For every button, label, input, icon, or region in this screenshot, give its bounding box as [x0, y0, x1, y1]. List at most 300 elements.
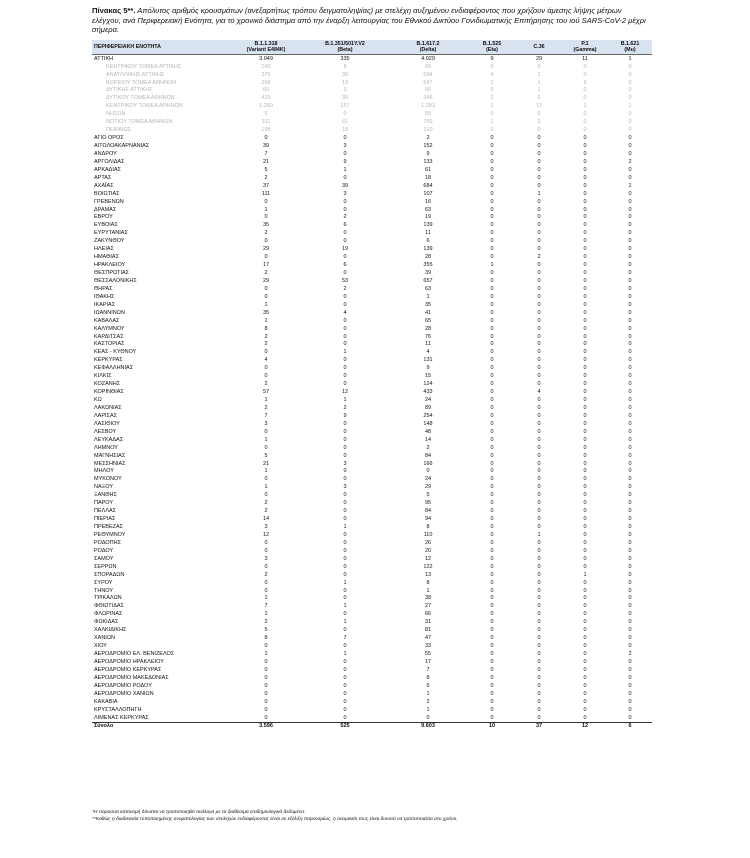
- count-cell: 19: [341, 246, 349, 253]
- count-cell: 1: [264, 484, 268, 491]
- count-cell: 0: [537, 571, 541, 578]
- count-cell: 0: [490, 238, 494, 245]
- count-cell: 0: [537, 420, 541, 427]
- region-name-cell: ΑΝΔΡΟΥ: [94, 150, 117, 157]
- table-row: [92, 111, 652, 119]
- region-name-cell: ΧΑΝΙΩΝ: [94, 635, 115, 642]
- count-cell: 0: [537, 690, 541, 697]
- count-cell: 0: [264, 698, 268, 705]
- count-cell: 0: [264, 349, 268, 356]
- count-cell: 0: [537, 492, 541, 499]
- count-cell: 0: [628, 143, 632, 150]
- region-name-cell: ΑΡΤΑΣ: [94, 174, 112, 181]
- region-name-cell: ΦΛΩΡΙΝΑΣ: [94, 611, 123, 618]
- count-cell: 0: [583, 182, 587, 189]
- count-cell: 124: [423, 381, 433, 388]
- count-cell: 0: [537, 516, 541, 523]
- count-cell: 0: [343, 381, 347, 388]
- count-cell: 0: [264, 476, 268, 483]
- count-cell: 0: [583, 579, 587, 586]
- table-body: [92, 55, 652, 723]
- count-cell: 1: [426, 690, 430, 697]
- table-row: [92, 389, 652, 397]
- count-cell: 7: [343, 635, 347, 642]
- footnote: **Καθώς η διαδικασία τυποποιημένης ονοματολογίας των στελεχών ενδιαφέροντος είναι σε εξέλιξη παγκοσμίως, η ονομασία τους είναι δυνατό να τροποποιείται στο χρόνο.: [92, 816, 458, 822]
- table-row: [92, 603, 652, 611]
- count-cell: 0: [583, 309, 587, 316]
- count-cell: 0: [583, 547, 587, 554]
- column-header-label: B.1.621: [620, 41, 640, 47]
- count-cell: 0: [583, 651, 587, 658]
- count-cell: 84: [424, 508, 432, 515]
- count-cell: 0: [537, 238, 541, 245]
- count-cell: 14: [262, 516, 270, 523]
- count-cell: 0: [583, 563, 587, 570]
- table-row: [92, 571, 652, 579]
- count-cell: 6: [426, 238, 430, 245]
- count-cell: 0: [583, 690, 587, 697]
- count-cell: 0: [583, 63, 587, 70]
- count-cell: 0: [490, 158, 494, 165]
- column-header-variant: [388, 40, 468, 55]
- count-cell: 0: [343, 547, 347, 554]
- count-cell: 0: [583, 595, 587, 602]
- count-cell: 0: [583, 635, 587, 642]
- count-cell: 61: [341, 119, 349, 126]
- count-cell: 0: [343, 595, 347, 602]
- region-name-cell: ΚΡΥΣΤΑΛΛΟΠΗΓΗ: [94, 706, 142, 713]
- total-count-cell: 37: [516, 723, 562, 731]
- count-cell: 0: [583, 643, 587, 650]
- table-row: [92, 254, 652, 262]
- count-cell: 148: [423, 420, 433, 427]
- count-cell: 14: [424, 436, 432, 443]
- count-cell: 5: [264, 452, 268, 459]
- count-cell: 0: [537, 111, 541, 118]
- count-cell: 0: [583, 420, 587, 427]
- count-cell: 95: [424, 500, 432, 507]
- count-cell: 0: [264, 214, 268, 221]
- region-name-cell: ΒΟΡΕΙΟΥ ΤΟΜΕΑ ΑΘΗΝΩΝ: [106, 79, 177, 86]
- count-cell: 0: [537, 539, 541, 546]
- region-name-cell: ΧΙΟΥ: [94, 643, 107, 650]
- count-cell: 0: [264, 682, 268, 689]
- count-cell: 1: [343, 349, 347, 356]
- count-cell: 18: [424, 174, 432, 181]
- count-cell: 0: [343, 111, 347, 118]
- table-header-row: [92, 40, 652, 55]
- table-row: [92, 476, 652, 484]
- count-cell: 9: [583, 79, 587, 86]
- count-cell: 3.049: [259, 55, 273, 62]
- count-cell: 65: [424, 317, 432, 324]
- region-name-cell: ΡΟΔΟΠΗΣ: [94, 539, 122, 546]
- count-cell: 0: [537, 325, 541, 332]
- count-cell: 0: [628, 262, 632, 269]
- count-cell: 0: [583, 555, 587, 562]
- count-cell: 0: [628, 508, 632, 515]
- count-cell: 0: [343, 238, 347, 245]
- count-cell: 0: [490, 190, 494, 197]
- count-cell: 0: [343, 365, 347, 372]
- count-cell: 0: [490, 341, 494, 348]
- count-cell: 11: [425, 230, 431, 237]
- count-cell: 0: [537, 309, 541, 316]
- region-name-cell: ΗΜΑΘΙΑΣ: [94, 254, 119, 261]
- count-cell: 0: [490, 682, 494, 689]
- count-cell: 0: [490, 555, 494, 562]
- count-cell: 0: [628, 666, 632, 673]
- count-cell: 0: [264, 373, 268, 380]
- count-cell: 1: [264, 397, 268, 404]
- count-cell: 38: [424, 595, 432, 602]
- count-cell: 1: [264, 611, 268, 618]
- column-header-label: B.1.617.2: [416, 41, 440, 47]
- count-cell: 2: [264, 174, 268, 181]
- count-cell: 0: [490, 309, 494, 316]
- count-cell: 0: [537, 714, 541, 721]
- count-cell: 8: [343, 63, 347, 70]
- count-cell: 57: [262, 389, 270, 396]
- count-cell: 2: [343, 285, 347, 292]
- count-cell: 39: [424, 270, 432, 277]
- count-cell: 0: [583, 714, 587, 721]
- count-cell: 0: [583, 230, 587, 237]
- count-cell: 0: [583, 444, 587, 451]
- variants-table: [92, 40, 652, 731]
- region-name-cell: ΚΟΖΑΝΗΣ: [94, 381, 121, 388]
- column-header-sublabel: (Delta): [419, 47, 437, 54]
- count-cell: 0: [583, 317, 587, 324]
- count-cell: 0: [583, 524, 587, 531]
- count-cell: 0: [490, 412, 494, 419]
- count-cell: 0: [490, 381, 494, 388]
- count-cell: 0: [537, 150, 541, 157]
- count-cell: 0: [537, 460, 541, 467]
- count-cell: 0: [628, 79, 632, 86]
- table-row: [92, 444, 652, 452]
- caption-label: Πίνακας 5**.: [92, 6, 136, 15]
- count-cell: 6: [343, 262, 347, 269]
- region-name-cell: ΠΙΕΡΙΑΣ: [94, 516, 116, 523]
- count-cell: 0: [343, 420, 347, 427]
- count-cell: 0: [490, 277, 494, 284]
- count-cell: 5: [264, 166, 268, 173]
- column-header-sublabel: (Eta): [486, 47, 498, 54]
- count-cell: 0: [583, 611, 587, 618]
- count-cell: 0: [628, 611, 632, 618]
- count-cell: 0: [583, 603, 587, 610]
- total-count-cell: 6: [608, 723, 652, 731]
- count-cell: 8: [264, 325, 268, 332]
- table-caption: [92, 6, 652, 35]
- count-cell: 0: [426, 468, 430, 475]
- count-cell: 0: [537, 222, 541, 229]
- count-cell: 0: [343, 373, 347, 380]
- count-cell: 2: [264, 404, 268, 411]
- count-cell: 0: [343, 508, 347, 515]
- count-cell: 0: [583, 508, 587, 515]
- count-cell: 0: [628, 468, 632, 475]
- table-row: [92, 579, 652, 587]
- count-cell: 0: [537, 428, 541, 435]
- count-cell: 0: [537, 508, 541, 515]
- count-cell: 429: [261, 95, 271, 102]
- count-cell: 0: [583, 150, 587, 157]
- table-row: [92, 373, 652, 381]
- table-row: [92, 714, 652, 722]
- count-cell: 0: [343, 627, 347, 634]
- count-cell: 9: [343, 412, 347, 419]
- region-name-cell: ΛΙΜΕΝΑΣ ΚΕΡΚΥΡΑΣ: [94, 714, 149, 721]
- count-cell: 24: [424, 476, 432, 483]
- count-cell: 9: [426, 150, 430, 157]
- region-name-cell: ΚΑΡΔΙΤΣΑΣ: [94, 333, 124, 340]
- table-row: [92, 365, 652, 373]
- count-cell: 0: [628, 309, 632, 316]
- count-cell: 0: [537, 619, 541, 626]
- region-name-cell: ΑΓΙΟ ΟΡΟΣ: [94, 135, 124, 142]
- count-cell: 0: [343, 436, 347, 443]
- region-name-cell: ΕΒΡΟΥ: [94, 214, 113, 221]
- count-cell: 8: [264, 635, 268, 642]
- count-cell: 0: [343, 333, 347, 340]
- count-cell: 0: [490, 198, 494, 205]
- count-cell: 0: [628, 389, 632, 396]
- count-cell: 0: [583, 412, 587, 419]
- count-cell: 1: [343, 579, 347, 586]
- count-cell: 0: [583, 516, 587, 523]
- count-cell: 0: [343, 293, 347, 300]
- count-cell: 9: [490, 55, 494, 62]
- count-cell: 0: [490, 690, 494, 697]
- count-cell: 0: [264, 492, 268, 499]
- count-cell: 63: [424, 206, 432, 213]
- count-cell: 0: [583, 214, 587, 221]
- table-row: [92, 651, 652, 659]
- count-cell: 11: [425, 341, 431, 348]
- count-cell: 0: [583, 301, 587, 308]
- count-cell: 0: [628, 563, 632, 570]
- count-cell: 0: [628, 714, 632, 721]
- count-cell: 3: [343, 484, 347, 491]
- count-cell: 0: [537, 452, 541, 459]
- footnotes: [92, 810, 652, 824]
- count-cell: 21: [262, 460, 270, 467]
- count-cell: 0: [628, 516, 632, 523]
- count-cell: 0: [343, 492, 347, 499]
- table-row: [92, 405, 652, 413]
- count-cell: 0: [537, 674, 541, 681]
- count-cell: 0: [264, 293, 268, 300]
- count-cell: 0: [343, 500, 347, 507]
- count-cell: 166: [423, 460, 433, 467]
- region-name-cell: ΝΗΣΩΝ: [106, 111, 126, 118]
- count-cell: 0: [628, 484, 632, 491]
- table-row: [92, 325, 652, 333]
- count-cell: 0: [537, 63, 541, 70]
- region-name-cell: ΛΑΣΙΘΙΟΥ: [94, 420, 120, 427]
- region-name-cell: ΑΕΡΟΔΡΟΜΙΟ ΧΑΝΙΩΝ: [94, 690, 154, 697]
- count-cell: 0: [343, 706, 347, 713]
- count-cell: 4: [343, 309, 347, 316]
- count-cell: 346: [423, 95, 433, 102]
- count-cell: 0: [628, 500, 632, 507]
- count-cell: 26: [424, 539, 432, 546]
- count-cell: 107: [423, 190, 433, 197]
- count-cell: 0: [583, 397, 587, 404]
- count-cell: 0: [537, 611, 541, 618]
- count-cell: 433: [423, 389, 433, 396]
- total-count-cell: 12: [562, 723, 608, 731]
- table-row: [92, 563, 652, 571]
- table-row: [92, 135, 652, 143]
- table-row: [92, 333, 652, 341]
- table-row: [92, 706, 652, 714]
- count-cell: 0: [343, 587, 347, 594]
- count-cell: 2: [264, 341, 268, 348]
- table-row: [92, 309, 652, 317]
- count-cell: 0: [583, 539, 587, 546]
- table-row: [92, 460, 652, 468]
- count-cell: 4: [537, 389, 541, 396]
- count-cell: 0: [583, 674, 587, 681]
- count-cell: 1: [264, 468, 268, 475]
- count-cell: 0: [490, 524, 494, 531]
- count-cell: 8: [426, 524, 430, 531]
- count-cell: 12: [424, 555, 432, 562]
- count-cell: 1: [490, 119, 494, 126]
- count-cell: 0: [264, 643, 268, 650]
- count-cell: 1: [537, 71, 541, 78]
- count-cell: 0: [628, 206, 632, 213]
- column-header-variant: [516, 40, 562, 55]
- column-header-variant: [562, 40, 608, 55]
- table-row: [92, 103, 652, 111]
- region-name-cell: ΖΑΚΥΝΘΟΥ: [94, 238, 125, 245]
- region-name-cell: ΜΑΓΝΗΣΙΑΣ: [94, 452, 126, 459]
- count-cell: 1: [537, 87, 541, 94]
- region-name-cell: ΝΑΞΟΥ: [94, 484, 113, 491]
- count-cell: 0: [583, 222, 587, 229]
- table-row: [92, 79, 652, 87]
- region-name-cell: ΑΤΤΙΚΗ: [94, 55, 114, 62]
- count-cell: 0: [490, 285, 494, 292]
- count-cell: 0: [628, 674, 632, 681]
- count-cell: 0: [537, 158, 541, 165]
- count-cell: 139: [423, 246, 433, 253]
- count-cell: 37: [262, 182, 270, 189]
- region-name-cell: ΑΕΡΟΔΡΟΜΙΟ ΗΡΑΚΛΕΙΟΥ: [94, 658, 164, 665]
- count-cell: 3: [490, 127, 494, 134]
- table-row: [92, 270, 652, 278]
- count-cell: 29: [262, 277, 270, 284]
- count-cell: 0: [583, 531, 587, 538]
- count-cell: 0: [537, 555, 541, 562]
- count-cell: 0: [628, 270, 632, 277]
- region-name-cell: ΚΕΡΚΥΡΑΣ: [94, 357, 123, 364]
- count-cell: 0: [264, 587, 268, 594]
- count-cell: 11: [582, 55, 588, 62]
- count-cell: 0: [490, 563, 494, 570]
- count-cell: 0: [264, 666, 268, 673]
- region-name-cell: ΘΗΡΑΣ: [94, 285, 113, 292]
- count-cell: 3: [537, 119, 541, 126]
- count-cell: 0: [490, 706, 494, 713]
- count-cell: 0: [264, 690, 268, 697]
- count-cell: 0: [628, 135, 632, 142]
- count-cell: 0: [583, 500, 587, 507]
- count-cell: 9: [343, 158, 347, 165]
- count-cell: 0: [490, 571, 494, 578]
- count-cell: 0: [628, 397, 632, 404]
- count-cell: 0: [537, 317, 541, 324]
- table-row: [92, 262, 652, 270]
- count-cell: 0: [264, 706, 268, 713]
- count-cell: 2: [628, 651, 632, 658]
- count-cell: 5: [426, 682, 430, 689]
- region-name-cell: ΡΕΘΥΜΝΟΥ: [94, 531, 126, 538]
- region-name-cell: ΚΑΛΥΜΝΟΥ: [94, 325, 125, 332]
- count-cell: 1.283: [421, 103, 435, 110]
- region-name-cell: ΘΕΣΠΡΩΤΙΑΣ: [94, 270, 130, 277]
- count-cell: 0: [490, 206, 494, 213]
- count-cell: 0: [537, 373, 541, 380]
- table-row: [92, 63, 652, 71]
- count-cell: 48: [424, 428, 432, 435]
- count-cell: 0: [537, 404, 541, 411]
- count-cell: 0: [490, 492, 494, 499]
- count-cell: 0: [583, 428, 587, 435]
- count-cell: 28: [424, 254, 432, 261]
- region-name-cell: ΚΑΣΤΟΡΙΑΣ: [94, 341, 125, 348]
- table-row: [92, 468, 652, 476]
- region-name-cell: ΚΑΒΑΛΑΣ: [94, 317, 120, 324]
- count-cell: 0: [583, 143, 587, 150]
- count-cell: 0: [343, 198, 347, 205]
- count-cell: 0: [628, 643, 632, 650]
- count-cell: 157: [340, 103, 350, 110]
- count-cell: 0: [628, 246, 632, 253]
- column-header-label: B.1.351/501Y.V2: [325, 41, 365, 47]
- count-cell: 0: [628, 579, 632, 586]
- count-cell: 2: [537, 95, 541, 102]
- region-name-cell: ΚΕΦΑΛΛΗΝΙΑΣ: [94, 365, 134, 372]
- region-name-cell: ΧΑΛΚΙΔΙΚΗΣ: [94, 627, 127, 634]
- count-cell: 0: [343, 135, 347, 142]
- count-cell: 0: [628, 706, 632, 713]
- count-cell: 0: [628, 317, 632, 324]
- region-name-cell: ΛΗΜΝΟΥ: [94, 444, 118, 451]
- count-cell: 0: [628, 404, 632, 411]
- count-cell: 0: [537, 206, 541, 213]
- count-cell: 0: [628, 277, 632, 284]
- count-cell: 0: [537, 198, 541, 205]
- table-row: [92, 341, 652, 349]
- count-cell: 0: [628, 531, 632, 538]
- count-cell: 0: [490, 373, 494, 380]
- count-cell: 0: [537, 436, 541, 443]
- table-row: [92, 381, 652, 389]
- region-name-cell: ΛΑΡΙΣΑΣ: [94, 412, 118, 419]
- count-cell: 0: [583, 198, 587, 205]
- count-cell: 268: [261, 79, 271, 86]
- region-name-cell: ΡΟΔΟΥ: [94, 547, 114, 554]
- count-cell: 19: [424, 214, 432, 221]
- count-cell: 1: [628, 182, 632, 189]
- count-cell: 39: [341, 182, 349, 189]
- count-cell: 0: [490, 436, 494, 443]
